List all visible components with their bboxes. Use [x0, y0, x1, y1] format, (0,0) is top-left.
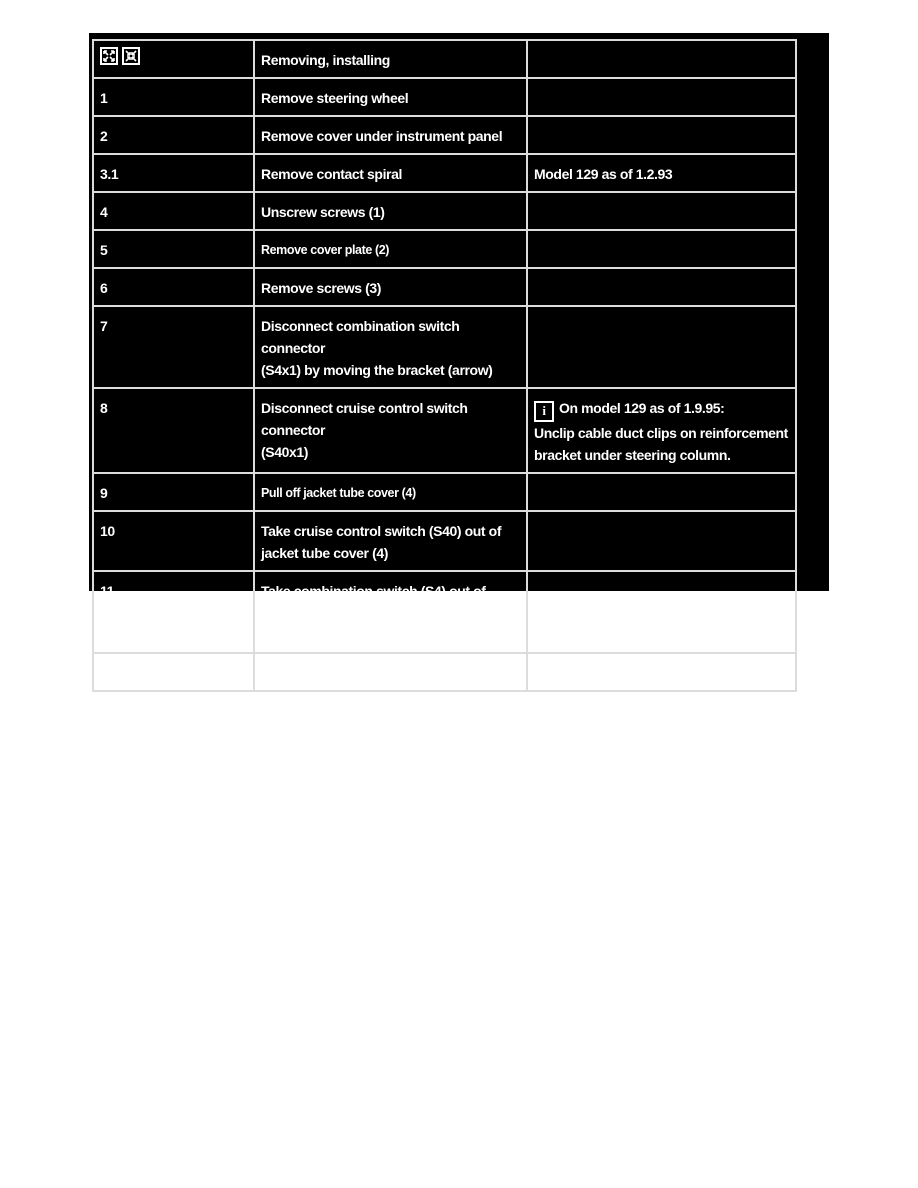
step-note	[527, 116, 796, 154]
table-header-row	[93, 40, 796, 78]
step-action-line: Install in reverse order	[261, 666, 386, 680]
step-number: 9	[93, 473, 254, 511]
step-number: 6	[93, 268, 254, 306]
step-action-line: Take cruise control switch (S40) out of	[261, 523, 502, 539]
table-row	[93, 511, 796, 571]
assemble-icon	[122, 47, 140, 65]
step-action	[254, 306, 527, 388]
step-action	[254, 192, 527, 230]
table-row	[93, 78, 796, 116]
step-note	[527, 388, 796, 473]
table-row	[93, 306, 796, 388]
step-action	[254, 116, 527, 154]
step-action-line: Unscrew screws (1)	[261, 204, 385, 220]
table-row	[93, 388, 796, 473]
step-number: 10	[93, 511, 254, 571]
table-row	[93, 192, 796, 230]
table-row	[93, 571, 796, 653]
step-action-line: Take combination switch (S4) out of jacket	[261, 583, 486, 621]
step-action	[254, 154, 527, 192]
step-number: 5	[93, 230, 254, 268]
header-icons-cell	[93, 40, 254, 78]
step-note	[527, 192, 796, 230]
step-number: 7	[93, 306, 254, 388]
step-number: 1	[93, 78, 254, 116]
step-action	[254, 511, 527, 571]
step-action-line: Remove cover plate (2)	[261, 243, 390, 257]
step-action-line: (S40x1)	[261, 444, 309, 460]
step-action	[254, 78, 527, 116]
step-action-line: Disconnect cruise control switch connector	[261, 400, 468, 438]
step-note-text: On model 129 as of 1.9.95:	[559, 400, 725, 416]
step-note	[527, 230, 796, 268]
procedure-table	[92, 39, 797, 692]
info-icon: i	[534, 401, 554, 422]
step-action-line: Remove steering wheel	[261, 90, 409, 106]
dismantle-icon	[100, 47, 118, 65]
step-note	[527, 511, 796, 571]
step-action	[254, 571, 527, 653]
header-note	[527, 40, 796, 78]
procedure-table-panel	[89, 33, 829, 681]
table-row	[93, 230, 796, 268]
step-number: 4	[93, 192, 254, 230]
step-note	[527, 571, 796, 653]
step-note	[527, 653, 796, 691]
step-note-line	[534, 397, 790, 422]
step-note	[527, 306, 796, 388]
step-action-line: Remove cover under instrument panel	[261, 128, 503, 144]
step-action-line: tube cover (4)	[261, 627, 348, 643]
header-title: Removing, installing	[254, 40, 527, 78]
table-row	[93, 154, 796, 192]
step-number: 12	[93, 653, 254, 691]
step-action-line: Remove screws (3)	[261, 280, 382, 296]
table-row	[93, 653, 796, 691]
step-number: 2	[93, 116, 254, 154]
step-note	[527, 268, 796, 306]
step-note-line: bracket under steering column.	[534, 447, 731, 463]
step-action	[254, 268, 527, 306]
step-number: 3.1	[93, 154, 254, 192]
step-action-line: Pull off jacket tube cover (4)	[261, 486, 416, 500]
step-note	[527, 154, 796, 192]
step-action-line: (S4x1) by moving the bracket (arrow)	[261, 362, 493, 378]
step-action-line: Remove contact spiral	[261, 166, 402, 182]
step-action	[254, 388, 527, 473]
step-note-line: Unclip cable duct clips on reinforcement	[534, 425, 788, 441]
table-row	[93, 473, 796, 511]
step-note	[527, 78, 796, 116]
step-action	[254, 230, 527, 268]
table-row	[93, 268, 796, 306]
step-number: 11	[93, 571, 254, 653]
step-note	[527, 473, 796, 511]
step-number: 8	[93, 388, 254, 473]
step-action	[254, 473, 527, 511]
table-row	[93, 116, 796, 154]
step-action	[254, 653, 527, 691]
step-note-line: Model 129 as of 1.2.93	[534, 166, 673, 182]
step-action-line: Disconnect combination switch connector	[261, 318, 460, 356]
step-action-line: jacket tube cover (4)	[261, 545, 388, 561]
